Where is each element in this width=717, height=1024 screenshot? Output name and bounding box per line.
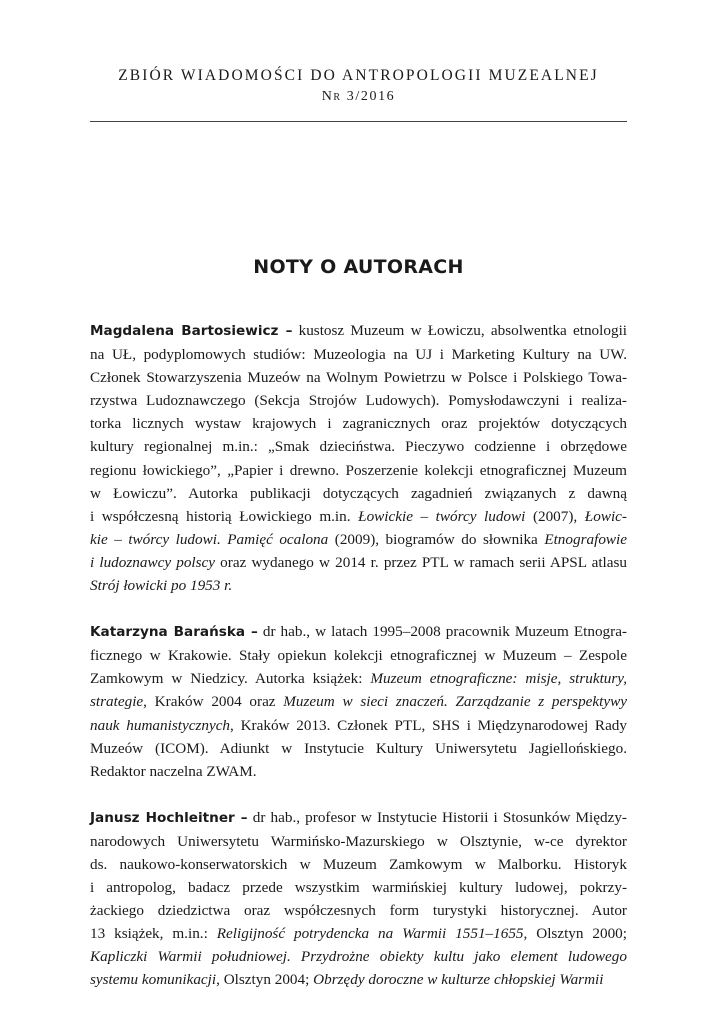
bio-text: rzystwa Ludoznawczego (Sekcja Strojów Ludowych). Pomysłodawczyni i realiza- — [90, 392, 627, 410]
bio-text: ficznego w Krakowie. Stały opiekun kolekcji etnograficznej w Muzeum – Zespole — [90, 647, 627, 665]
bio-line — [90, 806, 627, 830]
bio-text: (2007), — [525, 507, 585, 525]
italic-title: strategie — [90, 693, 144, 711]
bio-line — [90, 760, 627, 783]
bio-text: , Olsztyn 2000; — [523, 925, 627, 943]
italic-title: systemu komunikacji — [90, 971, 217, 989]
author-name: Magdalena Bartosiewicz – — [90, 323, 293, 339]
bio-text: narodowych Uniwersytetu Warmińsko-Mazurskiego w Olsztynie, w-ce dyrektor — [90, 832, 627, 850]
bio-text: na UŁ, podyplomowych studiów: Muzeologia na UJ i Marketing Kultury na UW. — [90, 346, 627, 364]
issue-number: Nr 3/2016 — [321, 89, 396, 104]
author-bio — [90, 620, 627, 783]
bio-text: ds. naukowo-konserwatorskich w Muzeum Zamkowym w Malborku. Historyk — [90, 855, 627, 873]
bio-line — [90, 945, 627, 968]
italic-title: Kapliczki Warmii południowej. Przydrożne obiekty kultu jako element ludowego — [90, 948, 627, 966]
italic-title: Obrzędy doroczne w kulturze chłopskiej Warmii — [313, 971, 604, 989]
italic-title: Strój łowicki po 1953 r. — [90, 577, 233, 595]
italic-title: Muzeum w sieci znaczeń. Zarządzanie z perspektywy — [283, 693, 627, 711]
author-name: Katarzyna Barańska – — [90, 624, 258, 641]
bio-text: i współczesną historią Łowickiego m.in. — [90, 507, 359, 525]
bio-text: i antropolog, badacz przede wszystkim warmińskiej kultury ludowej, pokrzy- — [90, 879, 627, 897]
bio-line — [90, 551, 627, 574]
bio-line — [90, 876, 627, 899]
running-head — [90, 66, 627, 107]
journal-title: ZBIÓR WIADOMOŚCI DO ANTROPOLOGII MUZEALNEJ — [118, 67, 599, 84]
header-rule — [90, 121, 627, 122]
bio-text: Członek Stowarzyszenia Muzeów na Wolnym Powietrzu w Polsce i Polskiego Towa- — [90, 369, 627, 387]
bio-text: , Kraków 2013. Członek PTL, SHS i Międzynarodowej Rady — [230, 716, 627, 734]
italic-title: Religijność potrydencka na Warmii 1551–1655 — [216, 925, 524, 943]
bio-text: dr hab., w latach 1995–2008 pracownik Muzeum Etnogra- — [257, 623, 627, 641]
author-notes — [90, 319, 627, 1015]
bio-line — [90, 853, 627, 876]
section-title: NOTY O AUTORACH — [253, 256, 464, 278]
bio-text: 13 książek, m.in.: — [90, 925, 217, 943]
bio-line — [90, 737, 627, 760]
bio-text: kustosz Muzeum w Łowiczu, absolwentka etnologii — [292, 322, 628, 339]
bio-line — [90, 412, 627, 435]
bio-text: , Olsztyn 2004; — [216, 971, 314, 989]
bio-text: torka licznych wystaw krajowych i zagranicznych oraz projektów dotyczących — [90, 415, 627, 433]
bio-line — [90, 574, 627, 597]
bio-line — [90, 459, 627, 482]
bio-line — [90, 644, 627, 667]
bio-text: w Łowiczu”. Autorka publikacji dotyczących zagadnień związanych z dawną — [90, 484, 627, 502]
bio-line — [90, 319, 627, 343]
bio-text: dr hab., profesor w Instytucie Historii i Stosunków Między- — [247, 808, 627, 826]
italic-title: Łowickie – twórcy ludowi — [358, 507, 526, 525]
bio-line — [90, 389, 627, 412]
italic-title: Łowic- — [584, 507, 627, 525]
italic-title: Muzeum etnograficzne: misje, struktury, — [370, 670, 627, 688]
bio-line — [90, 830, 627, 853]
bio-line — [90, 435, 627, 458]
author-bio — [90, 319, 627, 597]
bio-line — [90, 922, 627, 945]
bio-text: żackiego dziedzictwa oraz współczesnych form turystyki historycznej. Autor — [90, 902, 627, 920]
bio-line — [90, 714, 627, 737]
bio-line — [90, 505, 627, 528]
bio-text: oraz wydanego w 2014 r. przez PTL w ramach serii APSL atlasu — [215, 553, 627, 571]
bio-text: , Kraków 2004 oraz — [143, 693, 284, 711]
italic-title: nauk humanistycznych — [90, 716, 231, 734]
bio-line — [90, 482, 627, 505]
bio-line — [90, 899, 627, 922]
italic-title: Etnografowie — [544, 530, 627, 548]
bio-line — [90, 343, 627, 366]
bio-line — [90, 620, 627, 644]
bio-text: (2009), biogramów do słownika — [328, 530, 545, 548]
bio-line — [90, 366, 627, 389]
bio-line — [90, 690, 627, 713]
bio-text: kultury regionalnej m.in.: „Smak dzieciństwa. Pieczywo codzienne i obrzędowe — [90, 438, 627, 456]
bio-line — [90, 968, 627, 991]
bio-line — [90, 667, 627, 690]
author-name: Janusz Hochleitner – — [90, 809, 248, 826]
italic-title: i ludoznawcy polscy — [90, 553, 216, 571]
bio-text: Muzeów (ICOM). Adiunkt w Instytucie Kultury Uniwersytetu Jagiellońskiego. — [90, 739, 627, 757]
author-bio — [90, 806, 627, 992]
bio-text: Zamkowym w Niedzicy. Autorka książek: — [90, 670, 371, 688]
bio-line — [90, 528, 627, 551]
bio-text: Redaktor naczelna ZWAM. — [90, 762, 257, 780]
italic-title: kie – twórcy ludowi. Pamięć ocalona — [90, 530, 329, 548]
bio-text: regionu łowickiego”, „Papier i drewno. Poszerzenie kolekcji etnograficznej Muzeum — [90, 461, 627, 479]
